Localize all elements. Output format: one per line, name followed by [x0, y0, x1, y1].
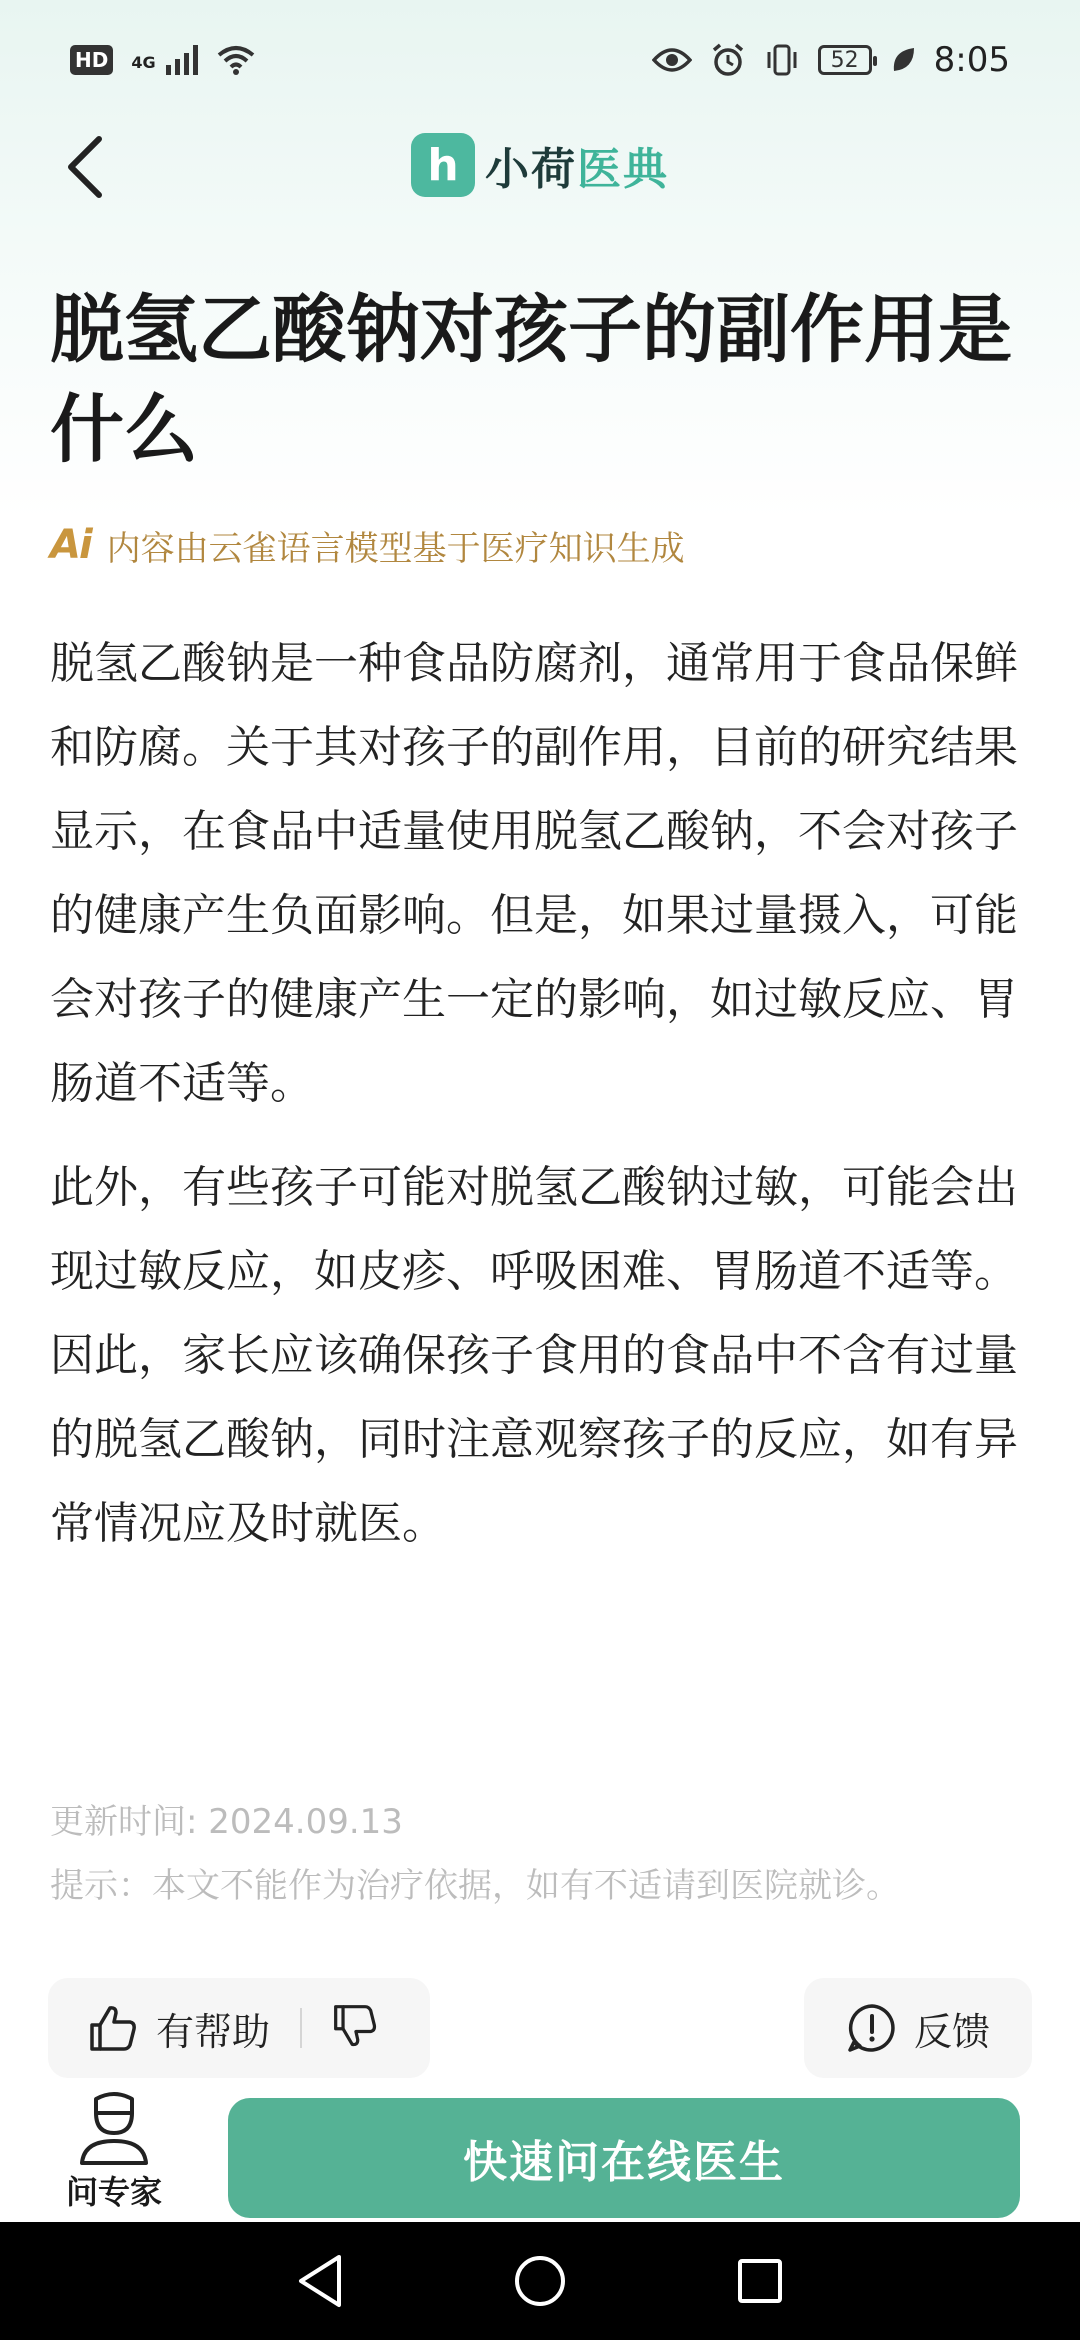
circle-home-icon [513, 2254, 567, 2308]
app-header [0, 120, 1080, 210]
article-paragraph: 此外，有些孩子可能对脱氢乙酸钠过敏，可能会出现过敏反应，如皮疹、呼吸困难、胃肠道不适等。因此，家长应该确保孩子食用的食品中不含有过量的脱氢乙酸钠，同时注意观察孩子的反应，如有异常情况应及时就医。 [50, 1162, 1018, 1549]
wifi-icon [216, 45, 256, 75]
helpful-button[interactable] [88, 2001, 270, 2056]
eye-icon [652, 46, 692, 74]
vibrate-icon [764, 42, 800, 78]
feedback-button[interactable] [804, 1978, 1032, 2078]
app-logo [411, 133, 669, 197]
update-time: 更新时间: 2024.09.13 [50, 1802, 403, 1842]
signal-icon [166, 45, 198, 75]
clock: 8:05 [933, 40, 1010, 80]
article-body [50, 622, 1030, 1586]
ask-expert-button[interactable] [0, 2080, 228, 2222]
nav-home-button[interactable] [505, 2246, 575, 2316]
logo-mark-icon: h [411, 133, 475, 197]
article-paragraph: 脱氢乙酸钠是一种食品防腐剂，通常用于食品保鲜和防腐。关于其对孩子的副作用，目前的研究结果显示，在食品中适量使用脱氢乙酸钠，不会对孩子的健康产生负面影响。但是，如果过量摄入，可能会对孩子的健康产生一定的影响，如过敏反应、胃肠道不适等。 [50, 638, 1018, 1109]
logo-text-dark: 小荷 [485, 144, 577, 195]
divider [300, 2008, 302, 2048]
consult-online-doctor-button[interactable]: 快速问在线医生 [228, 2098, 1020, 2218]
feedback-label: 反馈 [913, 2009, 990, 2054]
article-title: 脱氢乙酸钠对孩子的副作用是什么 [50, 287, 1012, 473]
logo-text-green: 医典 [577, 144, 669, 195]
alarm-icon [710, 42, 746, 78]
battery-indicator: 52 [818, 45, 872, 75]
thumbs-down-icon [332, 2003, 378, 2049]
hd-badge: HD [70, 45, 113, 75]
status-bar [0, 0, 1080, 120]
square-recents-icon [736, 2257, 784, 2305]
ask-expert-label: 问专家 [65, 2173, 162, 2211]
bottom-action-bar [0, 2080, 1080, 2222]
back-button[interactable] [50, 132, 120, 202]
network-type: 4G [131, 53, 156, 72]
triangle-back-icon [295, 2253, 345, 2309]
ai-icon: Ai [50, 522, 91, 568]
helpful-box [48, 1978, 430, 2078]
article-meta [50, 1790, 1030, 1918]
ai-generated-note [50, 520, 685, 570]
nav-recents-button[interactable] [725, 2246, 795, 2316]
ai-note-text: 内容由云雀语言模型基于医疗知识生成 [106, 528, 685, 569]
status-right [652, 40, 1010, 80]
disclaimer: 提示：本文不能作为治疗依据，如有不适请到医院就诊。 [50, 1866, 900, 1906]
thumbs-up-icon [88, 2003, 138, 2053]
status-left [70, 45, 256, 75]
doctor-icon [78, 2089, 150, 2165]
nav-back-button[interactable] [285, 2246, 355, 2316]
feedback-row [48, 1978, 1032, 2078]
system-nav-bar [0, 2222, 1080, 2340]
helpful-label: 有帮助 [156, 2009, 271, 2054]
not-helpful-button[interactable] [332, 2003, 378, 2053]
chevron-left-icon [65, 135, 105, 199]
exclamation-circle-icon [846, 2002, 898, 2054]
leaf-icon [890, 45, 916, 75]
logo-text [485, 133, 669, 197]
